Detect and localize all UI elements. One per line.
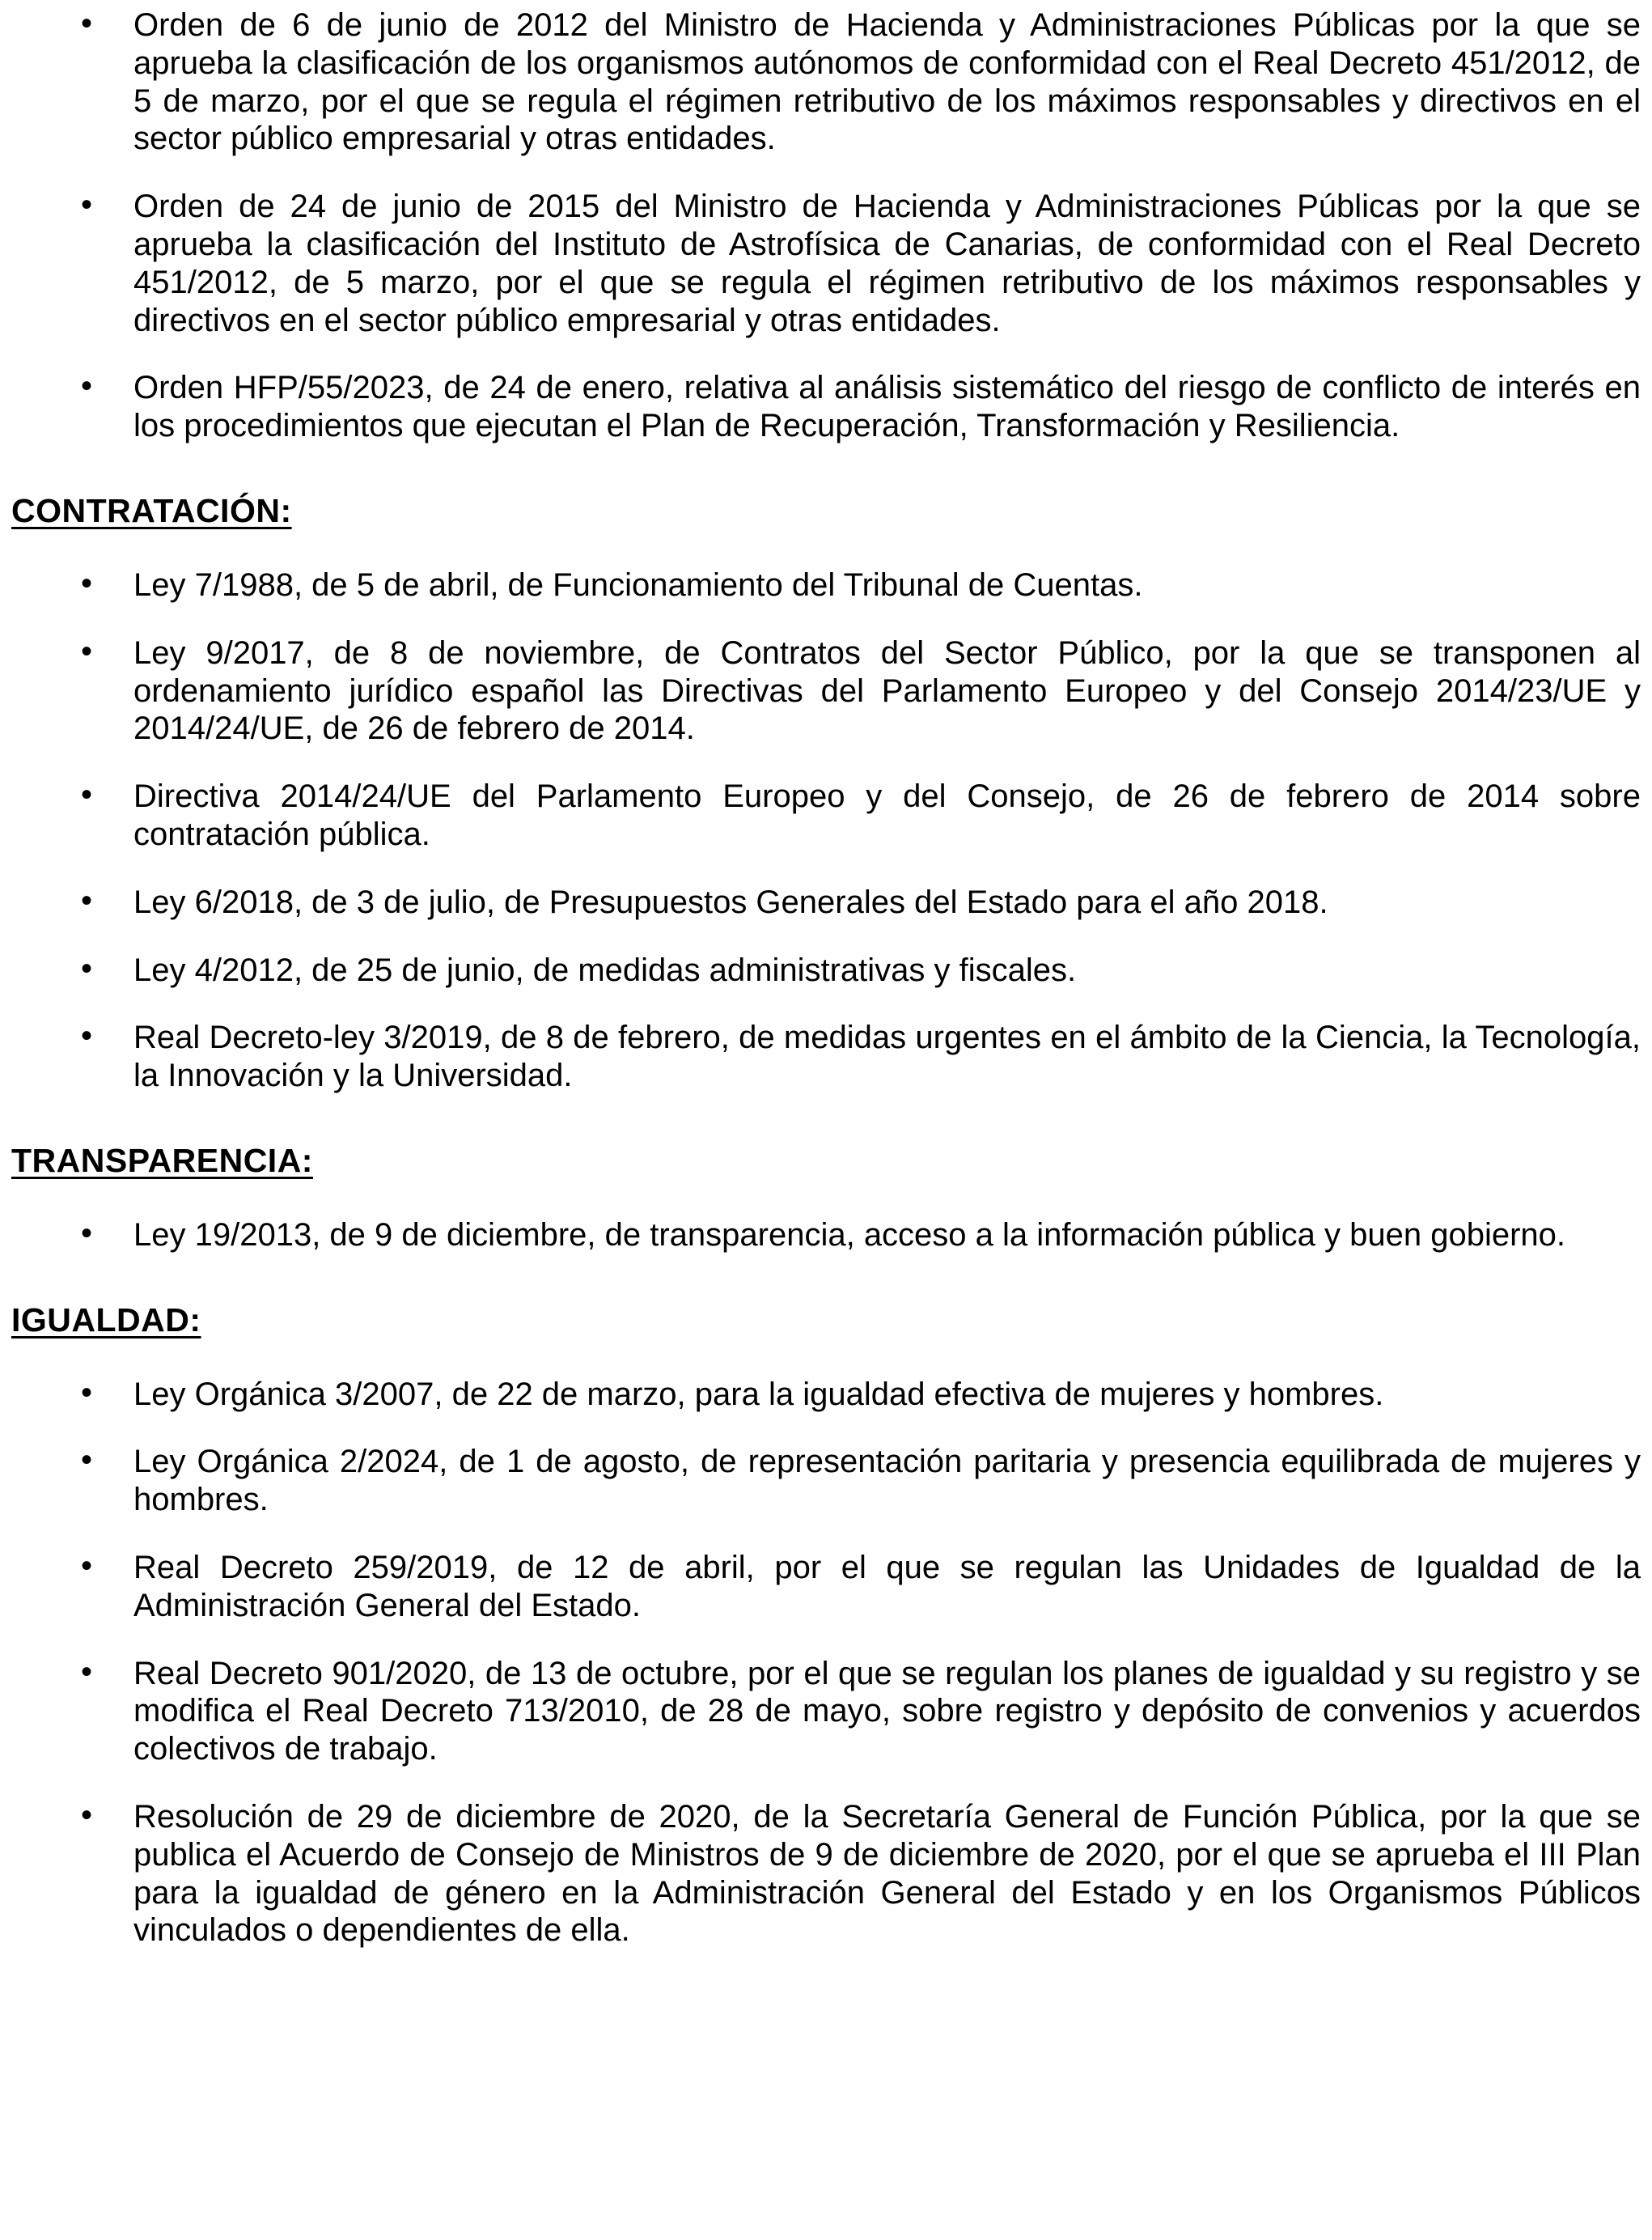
list-item-text: Ley 4/2012, de 25 de junio, de medidas administrativas y fiscales. [133,952,1077,988]
list-item-text: Resolución de 29 de diciembre de 2020, de la Secretaría General de Función Pública, por la que se publica el Acuerdo de Consejo de Ministros de 9 de diciembre de 2020, por el que se aprueba el III Plan para la igualdad de género en la Administración General del Estado y en los Organismos Públicos vinculados o dependientes de ella. [133,1799,1641,1949]
bullet-icon: • [81,6,93,41]
list-item-text: Orden de 6 de junio de 2012 del Ministro de Hacienda y Administraciones Públicas por la que se aprueba la clasificación de los organismos autónomos de conformidad con el Real Decreto 451/2012, de 5 de marzo, por el que se regula el régimen retributivo de los máximos responsables y directivos en el sector público empresarial y otras entidades. [133,7,1641,157]
list-item [11,952,1641,990]
list-item-text: Ley 9/2017, de 8 de noviembre, de Contratos del Sector Público, por la que se transponen al ordenamiento jurídico español las Directivas del Parlamento Europeo y del Consejo 2014/23/UE y 2014/24/UE, de 26 de febrero de 2014. [133,634,1641,747]
bullet-icon: • [81,187,93,223]
section-contratacion [11,492,1641,1095]
list-item [11,1216,1641,1254]
bullet-icon: • [81,1374,93,1411]
bullet-icon: • [81,1653,93,1690]
list-item-text: Ley Orgánica 2/2024, de 1 de agosto, de representación paritaria y presencia equilibrada de mujeres y hombres. [133,1444,1641,1518]
list-item [11,6,1641,158]
bullet-icon: • [81,1215,93,1251]
list-item-text: Ley 6/2018, de 3 de julio, de Presupuestos Generales del Estado para el año 2018. [133,884,1328,920]
bullet-icon: • [81,777,93,813]
bullet-icon: • [81,1442,93,1478]
list-item [11,884,1641,922]
section-transparencia [11,1142,1641,1254]
list-item [11,1376,1641,1414]
bullet-icon: • [81,565,93,601]
bullet-icon: • [81,1018,93,1054]
section-heading: CONTRATACIÓN: [11,491,292,529]
section-heading: IGUALDAD: [11,1300,201,1338]
list-item [11,369,1641,445]
bullet-icon: • [81,368,93,405]
list-item-text: Orden de 24 de junio de 2015 del Ministro de Hacienda y Administraciones Públicas por la que se aprueba la clasificación del Instituto de Astrofísica de Canarias, de conformidad con el Real Decreto 451/2012, de 5 marzo, por el que se regula el régimen retributivo de los máximos responsables y directivos en el sector público empresarial y otras entidades. [133,189,1641,338]
list-item-text: Real Decreto 259/2019, de 12 de abril, por el que se regulan las Unidades de Igualdad de la Administración General del Estado. [133,1550,1641,1623]
list-item [11,1443,1641,1519]
bullet-icon: • [81,1797,93,1834]
list-item-text: Directiva 2014/24/UE del Parlamento Europeo y del Consejo, de 26 de febrero de 2014 sobre contratación pública. [133,778,1641,852]
section-igualdad [11,1301,1641,1950]
list-item-text: Orden HFP/55/2023, de 24 de enero, relativa al análisis sistemático del riesgo de conflicto de interés en los procedimientos que ejecutan el Plan de Recuperación, Transformación y Resiliencia. [133,370,1641,444]
bullet-icon: • [81,1548,93,1585]
bullet-icon: • [81,950,93,986]
list-item [11,566,1641,605]
list-item [11,1798,1641,1949]
list-item [11,778,1641,854]
bullet-list-intro [11,6,1641,445]
list-item-text: Ley Orgánica 3/2007, de 22 de marzo, para la igualdad efectiva de mujeres y hombres. [133,1376,1384,1412]
list-item [11,1019,1641,1095]
list-item [11,1549,1641,1625]
list-item [11,634,1641,748]
list-item [11,188,1641,339]
list-item-text: Ley 19/2013, de 9 de diciembre, de transparencia, acceso a la información pública y buen gobierno. [133,1216,1566,1253]
section-heading: TRANSPARENCIA: [11,1141,313,1179]
list-item-text: Real Decreto-ley 3/2019, de 8 de febrero, de medidas urgentes en el ámbito de la Ciencia, la Tecnología, la Innovación y la Universidad. [133,1020,1641,1094]
bullet-icon: • [81,633,93,669]
list-item-text: Ley 7/1988, de 5 de abril, de Funcionamiento del Tribunal de Cuentas. [133,566,1143,603]
list-item-text: Real Decreto 901/2020, de 13 de octubre, por el que se regulan los planes de igualdad y su registro y se modifica el Real Decreto 713/2010, de 28 de mayo, sobre registro y depósito de convenios y acuerdos colectivos de trabajo. [133,1655,1641,1767]
list-item [11,1655,1641,1768]
bullet-icon: • [81,882,93,918]
